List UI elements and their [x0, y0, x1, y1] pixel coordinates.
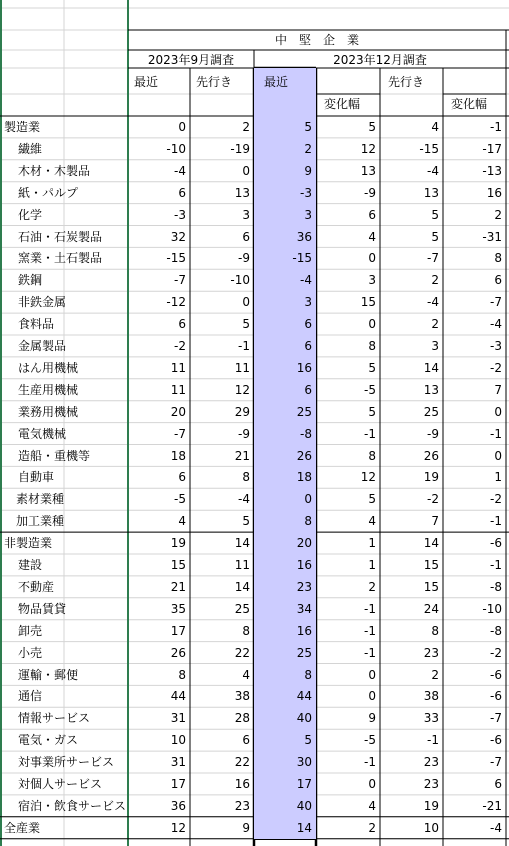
row-label: 非鉄金属	[18, 295, 67, 310]
cell-recent-curr[interactable]: 17	[296, 777, 312, 791]
cell-change-recent[interactable]: 4	[368, 798, 376, 813]
cell-outlook-prev[interactable]: 8	[242, 470, 250, 485]
header-recent-curr: 最近	[264, 75, 289, 89]
row-label: 小売	[18, 645, 43, 660]
cell-recent-curr[interactable]: -4	[300, 273, 312, 288]
group-header: 中 堅 企 業	[274, 33, 359, 47]
cell-outlook-curr[interactable]: 33	[423, 711, 439, 726]
row-label: 物品賃貸	[18, 601, 67, 616]
cell-change-outlook[interactable]: -2	[490, 645, 502, 660]
cell-change-outlook[interactable]: 6	[494, 273, 502, 288]
cell-recent-prev[interactable]: 36	[170, 798, 186, 813]
cell-change-recent[interactable]: -5	[364, 382, 376, 397]
header-outlook-curr: 先行き	[388, 75, 425, 89]
row-label: 運輸・郵便	[18, 667, 79, 682]
cell-recent-prev[interactable]: -2	[174, 339, 186, 353]
header-recent-prev: 最近	[134, 75, 159, 89]
cell-recent-curr[interactable]: 23	[296, 579, 312, 594]
cell-outlook-curr[interactable]: 5	[431, 207, 439, 222]
row-label: 卸売	[18, 623, 43, 638]
cell-recent-curr[interactable]: 40	[296, 711, 312, 726]
cell-change-outlook[interactable]: 16	[486, 185, 502, 200]
cell-outlook-prev[interactable]: 28	[234, 711, 250, 726]
cell-outlook-prev[interactable]: 5	[242, 317, 250, 332]
cell-recent-curr[interactable]: 18	[296, 470, 312, 485]
cell-outlook-prev[interactable]: 13	[234, 185, 250, 200]
cell-change-outlook[interactable]: -21	[482, 798, 502, 813]
cell-recent-prev[interactable]: -7	[174, 426, 186, 441]
cell-recent-curr[interactable]: 25	[296, 645, 312, 660]
cell-outlook-prev[interactable]: 23	[234, 798, 250, 813]
cell-recent-curr[interactable]: 5	[304, 733, 312, 748]
cell-change-outlook[interactable]: -6	[490, 667, 502, 682]
cell-outlook-prev[interactable]: -1	[238, 339, 250, 353]
row-label: 金属製品	[18, 339, 67, 353]
cell-recent-prev[interactable]: 11	[170, 382, 186, 397]
cell-outlook-curr[interactable]: 10	[423, 820, 439, 835]
cell-outlook-prev[interactable]: 29	[234, 404, 250, 419]
cell-change-recent[interactable]: -1	[364, 426, 376, 441]
cell-recent-curr[interactable]: -8	[300, 426, 312, 441]
cell-outlook-curr[interactable]: 26	[423, 448, 439, 463]
cell-recent-curr[interactable]: 9	[304, 163, 312, 178]
cell-change-outlook[interactable]: -2	[490, 360, 502, 375]
cell-outlook-prev[interactable]: 9	[242, 820, 250, 835]
cell-recent-prev[interactable]: 26	[170, 645, 186, 660]
cell-outlook-curr[interactable]: 25	[423, 404, 439, 419]
cell-change-outlook[interactable]: 2	[494, 207, 502, 222]
row-label: 非製造業	[4, 536, 53, 551]
cell-outlook-curr[interactable]: -2	[427, 492, 439, 507]
cell-change-recent[interactable]: 4	[368, 514, 376, 529]
row-label: 対事業所サービス	[18, 755, 115, 770]
cell-recent-curr[interactable]: 20	[296, 536, 312, 551]
row-label: 製造業	[4, 120, 41, 134]
cell-change-recent[interactable]: 2	[368, 579, 376, 594]
cell-outlook-prev[interactable]: -4	[238, 492, 250, 507]
cell-recent-prev[interactable]: -7	[174, 273, 186, 288]
cell-outlook-curr[interactable]: 14	[423, 536, 439, 551]
cell-outlook-prev[interactable]: 14	[234, 536, 250, 551]
cell-change-recent[interactable]: 15	[360, 295, 376, 310]
cell-change-recent[interactable]: 0	[368, 667, 376, 682]
cell-outlook-curr[interactable]: 15	[423, 579, 439, 594]
cell-recent-prev[interactable]: 20	[170, 404, 186, 419]
cell-recent-prev[interactable]: 0	[178, 120, 186, 134]
cell-recent-curr[interactable]: 25	[296, 404, 312, 419]
cell-change-outlook[interactable]: -1	[490, 558, 502, 572]
cell-recent-prev[interactable]: 10	[170, 733, 186, 748]
cell-outlook-prev[interactable]: 11	[234, 360, 250, 375]
cell-change-outlook[interactable]: -10	[482, 601, 502, 616]
cell-change-recent[interactable]: -1	[364, 601, 376, 616]
row-label: 窯業・土石製品	[18, 251, 103, 266]
cell-recent-prev[interactable]: 18	[170, 448, 186, 463]
row-label: 業務用機械	[18, 404, 79, 419]
cell-change-recent[interactable]: 13	[360, 163, 376, 178]
cell-recent-prev[interactable]: 31	[170, 755, 186, 770]
cell-outlook-prev[interactable]: -9	[238, 251, 250, 266]
cell-recent-curr[interactable]: 30	[296, 755, 312, 770]
cell-recent-curr[interactable]: 2	[304, 141, 312, 156]
cell-change-recent[interactable]: 5	[368, 492, 376, 507]
cell-change-outlook[interactable]: -6	[490, 689, 502, 704]
cell-outlook-prev[interactable]: 12	[234, 382, 250, 397]
period-prev-header: 2023年9月調査	[147, 53, 235, 67]
cell-outlook-prev[interactable]: 6	[242, 733, 250, 748]
cell-outlook-prev[interactable]: 21	[234, 448, 250, 463]
row-label: 石油・石炭製品	[18, 229, 103, 244]
row-label: 全産業	[4, 820, 41, 835]
cell-outlook-prev[interactable]: 22	[234, 755, 250, 770]
cell-change-outlook[interactable]: -2	[490, 492, 502, 507]
cell-change-recent[interactable]: -1	[364, 755, 376, 770]
cell-outlook-curr[interactable]: -7	[427, 251, 439, 266]
cell-change-recent[interactable]: 12	[360, 141, 376, 156]
row-label: 素材業種	[16, 492, 65, 507]
cell-outlook-prev[interactable]: -9	[238, 426, 250, 441]
cell-recent-curr[interactable]: 0	[304, 492, 312, 507]
cell-recent-prev[interactable]: -12	[166, 295, 186, 310]
cell-outlook-curr[interactable]: 19	[423, 470, 439, 485]
cell-change-recent[interactable]: 5	[368, 404, 376, 419]
cell-change-outlook[interactable]: -13	[482, 163, 502, 178]
header-change-outlook: 変化幅	[451, 97, 488, 111]
cell-outlook-curr[interactable]: -15	[419, 141, 439, 156]
cell-recent-curr[interactable]: 8	[304, 667, 312, 682]
cell-recent-curr[interactable]: 44	[296, 689, 312, 704]
row-label: 宿泊・飲食サービス	[18, 798, 127, 813]
cell-change-recent[interactable]: -1	[364, 645, 376, 660]
cell-change-recent[interactable]: 4	[368, 229, 376, 244]
row-label: 加工業種	[16, 514, 65, 529]
cell-recent-prev[interactable]: 21	[170, 579, 186, 594]
cell-outlook-curr[interactable]: 4	[431, 120, 439, 134]
cell-change-outlook[interactable]: -31	[482, 229, 502, 244]
cell-outlook-curr[interactable]: 14	[423, 360, 439, 375]
cell-outlook-prev[interactable]: 2	[242, 120, 250, 134]
cell-outlook-prev[interactable]: 4	[242, 667, 250, 682]
cell-outlook-curr[interactable]: 23	[423, 777, 439, 791]
cell-change-recent[interactable]: 0	[368, 317, 376, 332]
cell-recent-prev[interactable]: -3	[174, 207, 186, 222]
cell-recent-prev[interactable]: 6	[178, 470, 186, 485]
cell-recent-curr[interactable]: 3	[304, 295, 312, 310]
cell-outlook-prev[interactable]: 0	[242, 163, 250, 178]
cell-recent-prev[interactable]: -10	[166, 141, 186, 156]
cell-recent-prev[interactable]: 19	[170, 536, 186, 551]
cell-outlook-curr[interactable]: 2	[431, 667, 439, 682]
cell-change-outlook[interactable]: -7	[490, 755, 502, 770]
cell-outlook-prev[interactable]: -10	[230, 273, 250, 288]
cell-recent-curr[interactable]: -3	[300, 185, 312, 200]
cell-change-outlook[interactable]: -8	[490, 579, 502, 594]
cell-outlook-curr[interactable]: 23	[423, 755, 439, 770]
cell-change-outlook[interactable]: -1	[490, 120, 502, 134]
cell-change-outlook[interactable]: 0	[494, 448, 502, 463]
row-label: 電気・ガス	[18, 733, 79, 748]
cell-recent-curr[interactable]: 34	[296, 601, 312, 616]
cell-change-recent[interactable]: 0	[368, 689, 376, 704]
cell-change-outlook[interactable]: -6	[490, 733, 502, 748]
cell-change-recent[interactable]: 3	[368, 273, 376, 288]
cell-outlook-prev[interactable]: 14	[234, 579, 250, 594]
row-label: 電気機械	[18, 426, 67, 441]
cell-recent-curr[interactable]: 16	[296, 558, 312, 572]
cell-outlook-curr[interactable]: 19	[423, 798, 439, 813]
cell-outlook-prev[interactable]: 8	[242, 623, 250, 638]
cell-recent-prev[interactable]: 6	[178, 317, 186, 332]
cell-outlook-prev[interactable]: 3	[242, 207, 250, 222]
cell-outlook-curr[interactable]: -1	[427, 733, 439, 748]
cell-outlook-curr[interactable]: 13	[423, 382, 439, 397]
header-change-recent: 変化幅	[324, 97, 361, 111]
cell-change-outlook[interactable]: -7	[490, 711, 502, 726]
cell-outlook-curr[interactable]: 38	[423, 689, 439, 704]
cell-change-recent[interactable]: -5	[364, 733, 376, 748]
cell-recent-prev[interactable]: 12	[170, 820, 186, 835]
cell-change-outlook[interactable]: -3	[490, 339, 502, 353]
row-label: 生産用機械	[18, 382, 79, 397]
row-label: 通信	[18, 689, 43, 704]
row-label: はん用機械	[18, 360, 79, 375]
cell-recent-prev[interactable]: -15	[166, 251, 186, 266]
cell-change-recent[interactable]: 0	[368, 251, 376, 266]
cell-outlook-curr[interactable]: 23	[423, 645, 439, 660]
row-label: 対個人サービス	[18, 777, 103, 791]
cell-change-outlook[interactable]: -6	[490, 536, 502, 551]
row-label: 自動車	[18, 470, 55, 485]
cell-recent-prev[interactable]: 15	[170, 558, 186, 572]
cell-change-outlook[interactable]: -1	[490, 426, 502, 441]
cell-recent-prev[interactable]: 6	[178, 185, 186, 200]
cell-change-recent[interactable]: 6	[368, 207, 376, 222]
cell-outlook-curr[interactable]: -9	[427, 426, 439, 441]
row-label: 不動産	[18, 579, 55, 594]
cell-recent-prev[interactable]: 35	[170, 601, 186, 616]
cell-outlook-prev[interactable]: 6	[242, 229, 250, 244]
row-label: 紙・パルプ	[18, 185, 79, 200]
cell-outlook-curr[interactable]: 8	[431, 623, 439, 638]
cell-outlook-curr[interactable]: 13	[423, 185, 439, 200]
cell-recent-curr[interactable]: 5	[304, 120, 312, 134]
row-label: 造船・重機等	[18, 448, 91, 463]
cell-change-recent[interactable]: 0	[368, 777, 376, 791]
cell-recent-prev[interactable]: 32	[170, 229, 186, 244]
cell-recent-curr[interactable]: -15	[292, 251, 312, 266]
cell-recent-curr[interactable]: 40	[296, 798, 312, 813]
cell-recent-prev[interactable]: 17	[170, 623, 186, 638]
cell-recent-curr[interactable]: 26	[296, 448, 312, 463]
cell-outlook-curr[interactable]: 7	[431, 514, 439, 529]
cell-change-outlook[interactable]: -4	[490, 317, 502, 332]
cell-recent-curr[interactable]: 16	[296, 623, 312, 638]
cell-change-recent[interactable]: 9	[368, 711, 376, 726]
cell-outlook-prev[interactable]: 11	[234, 558, 250, 572]
cell-recent-prev[interactable]: 44	[170, 689, 186, 704]
cell-recent-curr[interactable]: 6	[304, 339, 312, 353]
cell-recent-prev[interactable]: 17	[170, 777, 186, 791]
cell-change-recent[interactable]: -1	[364, 623, 376, 638]
cell-outlook-curr[interactable]: -4	[427, 163, 439, 178]
cell-change-outlook[interactable]: -17	[482, 141, 502, 156]
period-curr-header: 2023年12月調査	[333, 53, 427, 67]
cell-outlook-curr[interactable]: 5	[431, 229, 439, 244]
cell-recent-curr[interactable]: 36	[296, 229, 312, 244]
row-label: 建設	[18, 558, 43, 572]
cell-change-outlook[interactable]: 7	[494, 382, 502, 397]
row-label: 繊維	[18, 141, 43, 156]
cell-change-recent[interactable]: 12	[360, 470, 376, 485]
cell-change-outlook[interactable]: -8	[490, 623, 502, 638]
cell-change-recent[interactable]: 8	[368, 339, 376, 353]
cell-recent-prev[interactable]: -5	[174, 492, 186, 507]
cell-recent-curr[interactable]: 3	[304, 207, 312, 222]
cell-outlook-curr[interactable]: 24	[423, 601, 439, 616]
row-label: 木材・木製品	[18, 163, 91, 178]
row-label: 化学	[18, 207, 43, 222]
row-label: 鉄鋼	[18, 273, 43, 288]
cell-outlook-prev[interactable]: 0	[242, 295, 250, 310]
cell-change-recent[interactable]: 1	[368, 536, 376, 551]
cell-change-recent[interactable]: 5	[368, 120, 376, 134]
cell-outlook-curr[interactable]: 3	[431, 339, 439, 353]
cell-recent-curr[interactable]: 6	[304, 317, 312, 332]
cell-recent-curr[interactable]: 6	[304, 382, 312, 397]
cell-recent-curr[interactable]: 14	[296, 820, 312, 835]
cell-outlook-curr[interactable]: 15	[423, 558, 439, 572]
cell-recent-prev[interactable]: 11	[170, 360, 186, 375]
cell-change-recent[interactable]: 5	[368, 360, 376, 375]
cell-change-recent[interactable]: 8	[368, 448, 376, 463]
cell-change-outlook[interactable]: -1	[490, 514, 502, 529]
cell-outlook-prev[interactable]: 25	[234, 601, 250, 616]
cell-change-outlook[interactable]: 0	[494, 404, 502, 419]
cell-recent-curr[interactable]: 8	[304, 514, 312, 529]
cell-change-outlook[interactable]: -7	[490, 295, 502, 310]
cell-recent-prev[interactable]: 8	[178, 667, 186, 682]
cell-change-recent[interactable]: 1	[368, 558, 376, 572]
cell-change-outlook[interactable]: -4	[490, 820, 502, 835]
cell-outlook-curr[interactable]: -4	[427, 295, 439, 310]
cell-outlook-prev[interactable]: 22	[234, 645, 250, 660]
row-label: 食料品	[18, 317, 55, 332]
cell-change-outlook[interactable]: 8	[494, 251, 502, 266]
cell-outlook-curr[interactable]: 2	[431, 317, 439, 332]
cell-recent-curr[interactable]: 16	[296, 360, 312, 375]
cell-change-outlook[interactable]: 1	[494, 470, 502, 485]
cell-outlook-prev[interactable]: 5	[242, 514, 250, 529]
cell-change-recent[interactable]: 2	[368, 820, 376, 835]
cell-recent-prev[interactable]: 31	[170, 711, 186, 726]
cell-outlook-prev[interactable]: -19	[230, 141, 250, 156]
cell-outlook-curr[interactable]: 2	[431, 273, 439, 288]
row-label: 情報サービス	[18, 711, 91, 726]
cell-outlook-prev[interactable]: 38	[234, 689, 250, 704]
cell-outlook-prev[interactable]: 16	[234, 777, 250, 791]
cell-change-outlook[interactable]: 6	[494, 777, 502, 791]
cell-recent-prev[interactable]: -4	[174, 163, 186, 178]
cell-change-recent[interactable]: -9	[364, 185, 376, 200]
header-outlook-prev: 先行き	[196, 75, 233, 89]
cell-recent-prev[interactable]: 4	[178, 514, 186, 529]
